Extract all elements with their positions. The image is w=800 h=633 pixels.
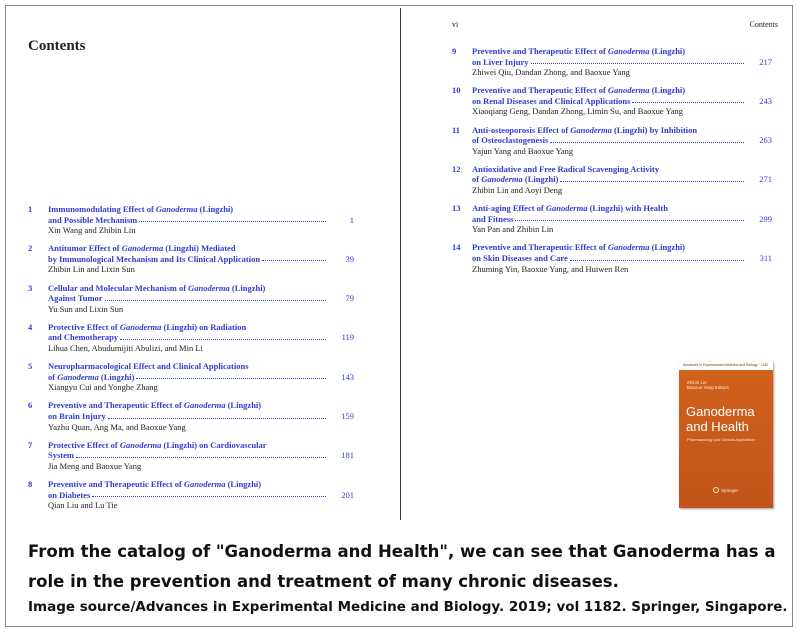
chapter-number: 11 bbox=[452, 124, 461, 135]
chapter-authors: Zhibin Lin and Aoyi Deng bbox=[472, 185, 563, 196]
dot-leader bbox=[120, 332, 326, 340]
chapter-title: Preventive and Therapeutic Effect of Ganoderma (Lingzhi) bbox=[472, 85, 686, 96]
chapter-authors: Yajun Yang and Baoxue Yang bbox=[472, 145, 574, 156]
cover-editors-label: Editors bbox=[714, 385, 729, 390]
chapter-number: 6 bbox=[28, 400, 33, 411]
chapter-authors: Zhibin Lin and Lixin Sun bbox=[48, 264, 135, 275]
toc-entry[interactable] bbox=[28, 400, 354, 432]
toc-entry[interactable] bbox=[452, 46, 772, 78]
page-divider bbox=[400, 8, 401, 520]
chapter-title-last-line: and Fitness bbox=[472, 214, 746, 225]
left-page bbox=[6, 6, 396, 521]
chapter-title: Anti-osteoporosis Effect of Ganoderma (Lingzhi) by Inhibition bbox=[472, 124, 698, 135]
toc-entry[interactable] bbox=[28, 440, 354, 472]
chapter-authors: Zhiwei Qiu, Dandan Zhong, and Baoxue Yang bbox=[472, 67, 630, 78]
page-number: 217 bbox=[759, 56, 772, 67]
toc-entry[interactable] bbox=[452, 203, 772, 235]
page-number: 39 bbox=[345, 253, 354, 264]
book-cover-image bbox=[679, 362, 773, 508]
chapter-title: Protective Effect of Ganoderma (Lingzhi) on Cardiovascular bbox=[48, 439, 267, 450]
chapter-title: Preventive and Therapeutic Effect of Ganoderma (Lingzhi) bbox=[472, 46, 686, 56]
chapter-authors: Yu Sun and Lixin Sun bbox=[48, 303, 124, 314]
cover-title-line-1: Ganoderma bbox=[686, 404, 755, 419]
caption-main: From the catalog of "Ganoderma and Health", we can see that Ganoderma has a role in the prevention and treatment of many chronic diseases. bbox=[28, 542, 776, 591]
chapter-title: Neuropharmacological Effect and Clinical Applications bbox=[48, 361, 249, 372]
dot-leader bbox=[515, 214, 744, 222]
chapter-title-last-line: of Ganoderma (Lingzhi) bbox=[48, 372, 328, 383]
chapter-title-last-line: on Renal Diseases and Clinical Applications bbox=[472, 96, 746, 107]
page-number: 1 bbox=[349, 214, 354, 225]
chapter-authors: Yan Pan and Zhibin Lin bbox=[472, 224, 554, 235]
cover-series: Advances in Experimental Medicine and Biology · 1182 bbox=[683, 363, 769, 367]
chapter-number: 12 bbox=[452, 163, 461, 174]
page-number: 181 bbox=[341, 450, 354, 461]
chapter-title-last-line: and Chemotherapy bbox=[48, 332, 328, 343]
toc-entry[interactable] bbox=[28, 479, 354, 511]
chapter-number: 13 bbox=[452, 203, 461, 214]
toc-entry[interactable] bbox=[28, 204, 354, 236]
cover-editor-1: Zhibin Lin bbox=[687, 380, 707, 385]
chapter-authors: Yazhu Quan, Ang Ma, and Baoxue Yang bbox=[48, 421, 186, 432]
chapter-authors: Zhuming Yin, Baoxue Yang, and Huiwen Ren bbox=[472, 263, 629, 274]
toc-entry[interactable] bbox=[28, 322, 354, 354]
toc-entry[interactable] bbox=[452, 125, 772, 157]
page-number: 271 bbox=[759, 174, 772, 185]
dot-leader bbox=[92, 490, 326, 498]
toc-entry[interactable] bbox=[28, 243, 354, 275]
chapter-title: Preventive and Therapeutic Effect of Ganoderma (Lingzhi) bbox=[48, 478, 262, 489]
chapter-title: Antioxidative and Free Radical Scavenging Activity bbox=[472, 163, 660, 174]
dot-leader bbox=[76, 450, 326, 458]
chapter-number: 5 bbox=[28, 361, 33, 372]
chapter-number: 8 bbox=[28, 478, 33, 489]
chapter-authors: Xiangyu Cui and Yonghe Zhang bbox=[48, 382, 158, 393]
chapter-title: Immunomodulating Effect of Ganoderma (Lingzhi) bbox=[48, 204, 234, 214]
chapter-title-last-line: by Immunological Mechanism and Its Clinical Application bbox=[48, 254, 328, 265]
dot-leader bbox=[262, 254, 326, 262]
toc-entry[interactable] bbox=[452, 242, 772, 274]
chapter-authors: Lihua Chen, Abudumijiti Abulizi, and Min Li bbox=[48, 343, 203, 354]
chapter-number: 14 bbox=[452, 242, 461, 253]
dot-leader bbox=[550, 135, 744, 143]
chapter-title-last-line: and Possible Mechanism bbox=[48, 215, 328, 226]
chapter-title-last-line: of Ganoderma (Lingzhi) bbox=[472, 174, 746, 185]
page-number: 263 bbox=[759, 135, 772, 146]
chapter-title: Protective Effect of Ganoderma (Lingzhi) on Radiation bbox=[48, 321, 247, 332]
chapter-number: 10 bbox=[452, 85, 461, 96]
cover-publisher: Springer bbox=[721, 488, 739, 493]
page-number: 311 bbox=[759, 253, 772, 263]
chapter-authors: Qian Liu and Lu Tie bbox=[48, 500, 118, 511]
cover-subtitle: Pharmacology and Clinical Application bbox=[687, 437, 755, 442]
chapter-number: 4 bbox=[28, 321, 33, 332]
left-toc-list bbox=[28, 204, 354, 518]
toc-entry[interactable] bbox=[452, 164, 772, 196]
springer-logo-icon bbox=[713, 487, 719, 493]
toc-entry[interactable] bbox=[28, 283, 354, 315]
chapter-title-last-line: System bbox=[48, 450, 328, 461]
running-head-title: Contents bbox=[749, 20, 778, 29]
dot-leader bbox=[632, 96, 744, 104]
chapter-title: Preventive and Therapeutic Effect of Ganoderma (Lingzhi) bbox=[48, 400, 262, 411]
cover-editor-2: Baoxue Yang bbox=[687, 385, 714, 390]
chapter-number: 1 bbox=[28, 204, 33, 214]
chapter-title-last-line: on Liver Injury bbox=[472, 57, 746, 68]
dot-leader bbox=[560, 174, 744, 182]
chapter-title: Anti-aging Effect of Ganoderma (Lingzhi) with Health bbox=[472, 203, 668, 214]
dot-leader bbox=[136, 372, 326, 380]
chapter-title-last-line: on Skin Diseases and Care bbox=[472, 253, 746, 264]
cover-editors bbox=[687, 380, 729, 390]
chapter-title-last-line: on Diabetes bbox=[48, 490, 328, 501]
page-number: 243 bbox=[759, 95, 772, 106]
chapter-title-last-line: Against Tumor bbox=[48, 293, 328, 304]
chapter-title-last-line: on Brain Injury bbox=[48, 411, 328, 422]
chapter-authors: Xin Wang and Zhibin Lin bbox=[48, 225, 136, 236]
dot-leader bbox=[531, 57, 744, 65]
chapter-number: 9 bbox=[452, 46, 457, 56]
chapter-title: Cellular and Molecular Mechanism of Ganoderma (Lingzhi) bbox=[48, 282, 266, 293]
toc-entry[interactable] bbox=[28, 361, 354, 393]
chapter-number: 2 bbox=[28, 243, 33, 254]
chapter-authors: Jia Meng and Baoxue Yang bbox=[48, 460, 142, 471]
chapter-authors: Xiaoqiang Geng, Dandan Zhong, Limin Su, and Baoxue Yang bbox=[472, 106, 684, 117]
page-number: 201 bbox=[341, 489, 354, 500]
chapter-title-last-line: of Osteoclastogenesis bbox=[472, 135, 746, 146]
chapter-number: 3 bbox=[28, 282, 33, 293]
caption-source: Image source/Advances in Experimental Medicine and Biology. 2019; vol 1182. Springer, Singapore. bbox=[28, 599, 788, 615]
chapter-number: 7 bbox=[28, 439, 33, 450]
page-number: 159 bbox=[341, 411, 354, 421]
dot-leader bbox=[108, 411, 326, 419]
running-head-page-number: vi bbox=[452, 20, 459, 29]
dot-leader bbox=[570, 253, 744, 261]
dot-leader bbox=[105, 293, 326, 301]
contents-heading: Contents bbox=[28, 38, 86, 54]
page-number: 79 bbox=[345, 293, 354, 304]
chapter-title: Antitumor Effect of Ganoderma (Lingzhi) Mediated bbox=[48, 243, 236, 254]
page-number: 119 bbox=[341, 332, 354, 343]
cover-title-line-2: and Health bbox=[686, 419, 749, 434]
right-toc-list bbox=[452, 46, 772, 282]
chapter-title: Preventive and Therapeutic Effect of Ganoderma (Lingzhi) bbox=[472, 242, 686, 253]
page-number: 299 bbox=[759, 213, 772, 224]
dot-leader bbox=[139, 215, 326, 223]
cover-title bbox=[686, 404, 755, 434]
page-number: 143 bbox=[341, 371, 354, 382]
toc-entry[interactable] bbox=[452, 85, 772, 117]
